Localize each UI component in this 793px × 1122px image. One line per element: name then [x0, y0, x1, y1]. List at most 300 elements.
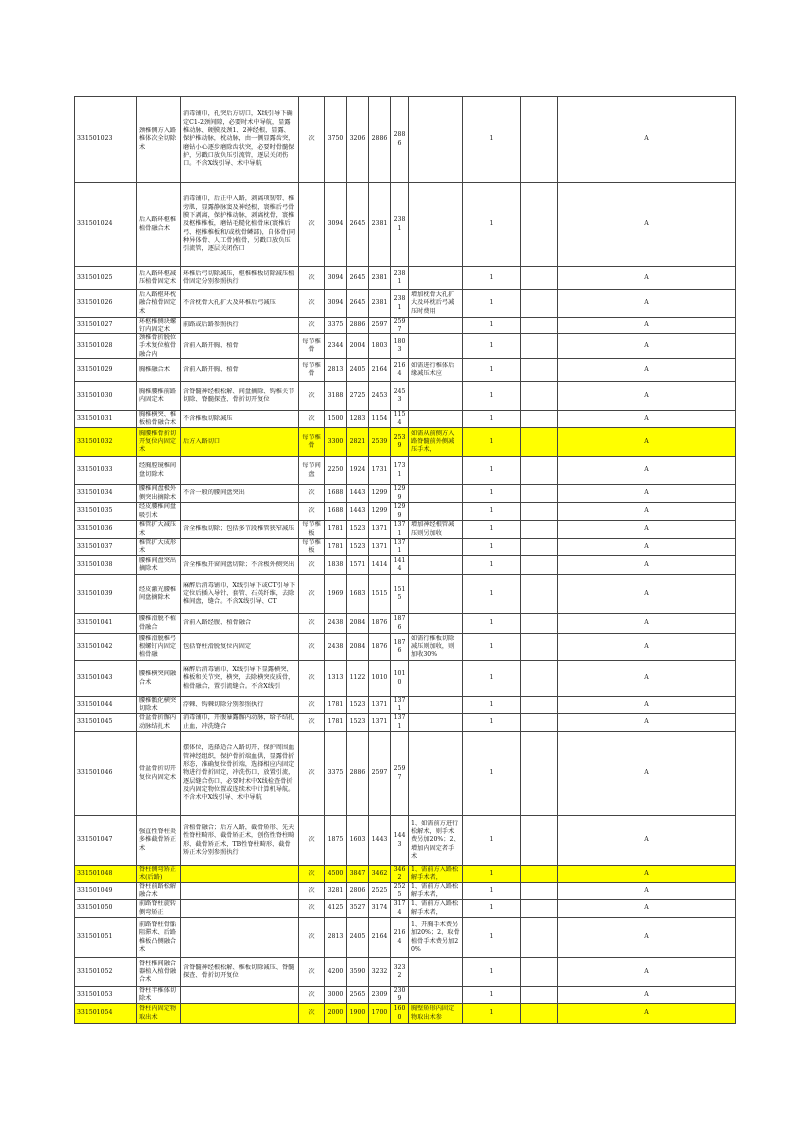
price-level-1-cell: 3094 — [325, 183, 347, 267]
price-level-3-cell: 1371 — [369, 697, 391, 714]
price-level-3-cell: 1299 — [369, 485, 391, 503]
price-level-4-cell: 2381 — [391, 267, 409, 290]
item-code-cell: 331501031 — [75, 411, 137, 428]
price-level-3-cell: 3174 — [369, 900, 391, 918]
category-cell: 1 — [463, 503, 521, 521]
category-cell: 1 — [463, 183, 521, 267]
table-row — [75, 334, 736, 359]
price-level-2-cell: 2645 — [347, 290, 369, 318]
price-level-4-cell: 2886 — [391, 97, 409, 183]
note-cell — [409, 382, 463, 411]
price-level-3-cell: 2381 — [369, 290, 391, 318]
item-name-cell: 腰椎骶化横突切除术 — [137, 697, 181, 714]
category-cell: 1 — [463, 958, 521, 987]
item-content-cell: 不含枕骨大孔扩大及环椎后弓减压 — [181, 290, 299, 318]
price-level-4-cell: 2164 — [391, 918, 409, 958]
grade-cell: A — [558, 661, 736, 697]
blank-cell — [521, 816, 558, 866]
unit-cell: 次 — [299, 556, 325, 575]
grade-cell: A — [558, 556, 736, 575]
item-code-cell: 331501042 — [75, 634, 137, 661]
blank-cell — [521, 183, 558, 267]
table-row — [75, 539, 736, 556]
blank-cell — [521, 918, 558, 958]
blank-cell — [521, 318, 558, 334]
category-cell: 1 — [463, 359, 521, 382]
price-level-1-cell: 3375 — [325, 732, 347, 816]
item-name-cell: 经皮腰椎间盘吸引术 — [137, 503, 181, 521]
note-cell — [409, 958, 463, 987]
blank-cell — [521, 697, 558, 714]
table-row — [75, 521, 736, 539]
item-name-cell: 胸椎融合术 — [137, 359, 181, 382]
price-level-2-cell: 2405 — [347, 359, 369, 382]
grade-cell: A — [558, 359, 736, 382]
price-level-1-cell: 3281 — [325, 883, 347, 900]
blank-cell — [521, 359, 558, 382]
note-cell: 1、需前方入路松解手术者， — [409, 900, 463, 918]
item-name-cell: 后入路环枢椎植骨融合术 — [137, 183, 181, 267]
blank-cell — [521, 428, 558, 457]
price-level-4-cell: 1010 — [391, 661, 409, 697]
price-level-4-cell: 1515 — [391, 575, 409, 614]
item-name-cell: 脊柱半椎体切除术 — [137, 987, 181, 1004]
table-row — [75, 697, 736, 714]
price-level-3-cell: 2597 — [369, 318, 391, 334]
unit-cell: 次 — [299, 714, 325, 732]
note-cell — [409, 614, 463, 634]
category-cell: 1 — [463, 290, 521, 318]
unit-cell: 次 — [299, 866, 325, 883]
category-cell: 1 — [463, 634, 521, 661]
note-cell: 如需进行椎体后缘减压术应 — [409, 359, 463, 382]
blank-cell — [521, 732, 558, 816]
item-content-cell: 环椎后弓切除减压，枢椎椎板切除减压植骨固定分别参照执行 — [181, 267, 299, 290]
note-cell: 如需行椎板切除减压则加收，则加收30% — [409, 634, 463, 661]
item-name-cell: 腰椎间盘突出摘除术 — [137, 556, 181, 575]
table-row — [75, 816, 736, 866]
item-content-cell — [181, 883, 299, 900]
price-level-4-cell: 3174 — [391, 900, 409, 918]
blank-cell — [521, 485, 558, 503]
price-level-2-cell: 2806 — [347, 883, 369, 900]
item-content-cell: 含植骨融合；后方入路，截骨矫形、先天性脊柱畸形、截骨矫正术，创伤性脊柱畸形、截骨矫正术，TB性脊柱畸形、截骨矫正术分别参照执行 — [181, 816, 299, 866]
price-level-2-cell: 2405 — [347, 918, 369, 958]
note-cell — [409, 267, 463, 290]
price-level-1-cell: 1781 — [325, 697, 347, 714]
grade-cell: A — [558, 918, 736, 958]
blank-cell — [521, 958, 558, 987]
blank-cell — [521, 883, 558, 900]
grade-cell: A — [558, 503, 736, 521]
note-cell — [409, 318, 463, 334]
unit-cell: 次 — [299, 503, 325, 521]
price-level-1-cell: 3375 — [325, 318, 347, 334]
category-cell: 1 — [463, 318, 521, 334]
price-level-3-cell: 1700 — [369, 1004, 391, 1024]
price-level-1-cell: 3000 — [325, 987, 347, 1004]
blank-cell — [521, 290, 558, 318]
blank-cell — [521, 411, 558, 428]
category-cell: 1 — [463, 697, 521, 714]
item-name-cell: 脊柱前路松解融合术 — [137, 883, 181, 900]
category-cell: 1 — [463, 428, 521, 457]
note-cell — [409, 485, 463, 503]
price-level-4-cell: 3232 — [391, 958, 409, 987]
item-content-cell: 含前入路开胸、植骨 — [181, 334, 299, 359]
unit-cell: 次 — [299, 290, 325, 318]
price-level-2-cell: 2886 — [347, 732, 369, 816]
item-content-cell: 前路或后路参照执行 — [181, 318, 299, 334]
grade-cell: A — [558, 575, 736, 614]
table-row — [75, 556, 736, 575]
table-row — [75, 290, 736, 318]
item-content-cell: 含前入路开胸、植骨 — [181, 359, 299, 382]
price-level-3-cell: 2525 — [369, 883, 391, 900]
price-level-4-cell: 1371 — [391, 521, 409, 539]
price-level-1-cell: 2813 — [325, 359, 347, 382]
item-code-cell: 331501039 — [75, 575, 137, 614]
item-code-cell: 331501037 — [75, 539, 137, 556]
table-row — [75, 987, 736, 1004]
item-content-cell — [181, 866, 299, 883]
table-row — [75, 634, 736, 661]
category-cell: 1 — [463, 539, 521, 556]
table-row — [75, 382, 736, 411]
price-level-3-cell: 2164 — [369, 359, 391, 382]
table-row — [75, 714, 736, 732]
price-level-2-cell: 2645 — [347, 183, 369, 267]
item-content-cell: 含脊髓神经根松解、椎板切除减压、脊髓探查、骨折切开复位 — [181, 958, 299, 987]
note-cell — [409, 661, 463, 697]
price-level-2-cell: 2084 — [347, 614, 369, 634]
price-level-1-cell: 2344 — [325, 334, 347, 359]
grade-cell: A — [558, 816, 736, 866]
grade-cell: A — [558, 614, 736, 634]
price-level-2-cell: 1900 — [347, 1004, 369, 1024]
price-level-2-cell: 3206 — [347, 97, 369, 183]
category-cell: 1 — [463, 521, 521, 539]
grade-cell: A — [558, 866, 736, 883]
category-cell: 1 — [463, 816, 521, 866]
price-level-1-cell: 3300 — [325, 428, 347, 457]
table-row — [75, 485, 736, 503]
item-name-cell: 颈椎骨折脱位手术复位植骨融合内 — [137, 334, 181, 359]
price-level-1-cell: 3188 — [325, 382, 347, 411]
price-level-3-cell: 1154 — [369, 411, 391, 428]
blank-cell — [521, 614, 558, 634]
item-name-cell: 骨盆骨折切开复位内固定术 — [137, 732, 181, 816]
blank-cell — [521, 267, 558, 290]
grade-cell: A — [558, 457, 736, 485]
item-content-cell: 不含一般的腰间盘突出 — [181, 485, 299, 503]
item-code-cell: 331501029 — [75, 359, 137, 382]
price-level-2-cell: 3590 — [347, 958, 369, 987]
price-level-1-cell: 2438 — [325, 614, 347, 634]
price-level-3-cell: 2381 — [369, 267, 391, 290]
item-code-cell: 331501034 — [75, 485, 137, 503]
item-content-cell: 麻醉后消毒铺巾，X线引导下或CT引导下定位后插入导针、套管、石英纤维，去除椎间盘，缝合。不含X线引导、CT — [181, 575, 299, 614]
price-level-1-cell: 3094 — [325, 267, 347, 290]
category-cell: 1 — [463, 334, 521, 359]
price-level-1-cell: 2438 — [325, 634, 347, 661]
price-level-3-cell: 1010 — [369, 661, 391, 697]
item-name-cell: 胸椎腰椎前路内固定术 — [137, 382, 181, 411]
table-row — [75, 661, 736, 697]
item-name-cell: 腰椎间盘极外侧突出摘除术 — [137, 485, 181, 503]
price-level-1-cell: 1781 — [325, 521, 347, 539]
item-name-cell: 前路脊柱骨骺阻滞术、后路椎板凸侧融合术 — [137, 918, 181, 958]
item-code-cell: 331501052 — [75, 958, 137, 987]
unit-cell: 次 — [299, 987, 325, 1004]
item-name-cell: 经胸腔镜椎间盘切除术 — [137, 457, 181, 485]
grade-cell: A — [558, 485, 736, 503]
note-cell — [409, 714, 463, 732]
category-cell: 1 — [463, 575, 521, 614]
unit-cell: 次 — [299, 485, 325, 503]
price-level-4-cell: 2525 — [391, 883, 409, 900]
item-content-cell — [181, 539, 299, 556]
note-cell — [409, 503, 463, 521]
unit-cell: 次 — [299, 900, 325, 918]
unit-cell: 次 — [299, 732, 325, 816]
item-name-cell: 环枢椎侧块螺钉内固定术 — [137, 318, 181, 334]
note-cell — [409, 539, 463, 556]
table-row — [75, 503, 736, 521]
price-level-1-cell: 1688 — [325, 503, 347, 521]
item-name-cell: 后入路环枢减压植骨固定术 — [137, 267, 181, 290]
unit-cell: 次 — [299, 382, 325, 411]
grade-cell: A — [558, 732, 736, 816]
table-row — [75, 318, 736, 334]
price-level-4-cell: 2539 — [391, 428, 409, 457]
table-row — [75, 97, 736, 183]
blank-cell — [521, 987, 558, 1004]
item-content-cell: 消毒铺巾，开腹暴露髂内动脉，给予结扎止血，冲洗缝合 — [181, 714, 299, 732]
table-row — [75, 428, 736, 457]
price-level-3-cell: 1299 — [369, 503, 391, 521]
price-level-2-cell: 2886 — [347, 318, 369, 334]
item-code-cell: 331501041 — [75, 614, 137, 634]
note-cell: 如需从前侧方入路脊髓前外侧减压手术， — [409, 428, 463, 457]
price-level-4-cell: 2381 — [391, 183, 409, 267]
price-level-1-cell: 2813 — [325, 918, 347, 958]
category-cell: 1 — [463, 267, 521, 290]
item-name-cell: 骨盆骨折髂内动脉结扎术 — [137, 714, 181, 732]
item-code-cell: 331501023 — [75, 97, 137, 183]
price-level-4-cell: 1371 — [391, 539, 409, 556]
table-body — [75, 97, 736, 1024]
item-code-cell: 331501047 — [75, 816, 137, 866]
price-level-1-cell: 1969 — [325, 575, 347, 614]
unit-cell: 次 — [299, 267, 325, 290]
item-code-cell: 331501046 — [75, 732, 137, 816]
note-cell: 胸壁矫形内固定物取出术参 — [409, 1004, 463, 1024]
category-cell: 1 — [463, 1004, 521, 1024]
item-code-cell: 331501028 — [75, 334, 137, 359]
item-content-cell: 消毒铺巾，孔突后方切口，X线引导下确定C1-2颈间隙，必要时术中导航，显露椎动脉、硬膜及颈1、2神经根，显露、保护椎动脉，枕动脉，由一侧显露齿突，磨钻小心逐步磨除齿状突，必要时骨髓保护，另戳口放负压引流管，逐层关闭伤口。不含X线引导、术中导航 — [181, 97, 299, 183]
item-name-cell: 胸椎横突、椎板植骨融合术 — [137, 411, 181, 428]
unit-cell: 次 — [299, 661, 325, 697]
table-row — [75, 411, 736, 428]
category-cell: 1 — [463, 411, 521, 428]
blank-cell — [521, 866, 558, 883]
price-level-3-cell: 1414 — [369, 556, 391, 575]
price-level-4-cell: 1876 — [391, 634, 409, 661]
price-level-1-cell: 4200 — [325, 958, 347, 987]
price-level-2-cell: 2565 — [347, 987, 369, 1004]
price-level-4-cell: 1600 — [391, 1004, 409, 1024]
grade-cell: A — [558, 883, 736, 900]
item-content-cell: 摆体位，选择适合入路切开，保护周围血管神经组织，保护骨折端血供，显露骨折形态，准确复位骨折端，选择相应内固定物进行骨折固定，冲洗伤口，放置引流，逐层缝合伤口，必要时术中X线检查骨折及内固定物位置或连续术中计算机导航。不含术中X线引导、术中导航 — [181, 732, 299, 816]
category-cell: 1 — [463, 556, 521, 575]
blank-cell — [521, 634, 558, 661]
item-code-cell: 331501038 — [75, 556, 137, 575]
category-cell: 1 — [463, 918, 521, 958]
item-content-cell — [181, 457, 299, 485]
unit-cell: 次 — [299, 958, 325, 987]
item-content-cell — [181, 503, 299, 521]
price-level-3-cell: 1443 — [369, 816, 391, 866]
item-code-cell: 331501036 — [75, 521, 137, 539]
price-level-1-cell: 1500 — [325, 411, 347, 428]
item-code-cell: 331501032 — [75, 428, 137, 457]
blank-cell — [521, 539, 558, 556]
price-level-2-cell: 1523 — [347, 539, 369, 556]
item-content-cell: 消毒铺巾，后正中入路，剥离项韧带、椎旁肌，显露静脉窦及神经根，寰椎后弓骨膜下剥离，保护椎动脉，剥离枕骨，寰椎及枢椎椎板，磨钻毛糙化植骨床(寰椎后弓、枢椎椎板和/或枕骨鳞部)，自体骨(同种异体骨、人工骨)植骨，另戳口放负压引流管，逐层关闭伤口 — [181, 183, 299, 267]
unit-cell: 次 — [299, 883, 325, 900]
item-code-cell: 331501030 — [75, 382, 137, 411]
price-level-2-cell: 1122 — [347, 661, 369, 697]
item-code-cell: 331501049 — [75, 883, 137, 900]
unit-cell: 每节椎板 — [299, 539, 325, 556]
note-cell — [409, 183, 463, 267]
price-level-3-cell: 1371 — [369, 521, 391, 539]
price-level-3-cell: 2309 — [369, 987, 391, 1004]
grade-cell: A — [558, 428, 736, 457]
note-cell: 1、如需前方进行松解术，则手术费另加20%；2、增加内固定者手术 — [409, 816, 463, 866]
table-row — [75, 267, 736, 290]
item-content-cell: 包括脊柱滑脱复位内固定 — [181, 634, 299, 661]
item-name-cell: 后入路枢环枕融合植骨固定术 — [137, 290, 181, 318]
note-cell — [409, 732, 463, 816]
price-level-2-cell: 1523 — [347, 697, 369, 714]
price-level-1-cell: 1781 — [325, 539, 347, 556]
table-row — [75, 883, 736, 900]
table-row — [75, 866, 736, 883]
price-level-4-cell: 1731 — [391, 457, 409, 485]
price-level-4-cell: 1371 — [391, 714, 409, 732]
fee-schedule-table — [74, 96, 736, 1024]
price-level-3-cell: 1731 — [369, 457, 391, 485]
note-cell: 1、需前方入路松解手术者， — [409, 866, 463, 883]
price-level-3-cell: 2164 — [369, 918, 391, 958]
blank-cell — [521, 521, 558, 539]
price-level-2-cell: 1571 — [347, 556, 369, 575]
item-content-cell: 含脊髓神经根松解、间盘摘除、钩椎关节切除、脊髓探查、骨折切开复位 — [181, 382, 299, 411]
item-content-cell — [181, 918, 299, 958]
price-level-2-cell: 2645 — [347, 267, 369, 290]
note-cell — [409, 556, 463, 575]
unit-cell: 次 — [299, 1004, 325, 1024]
note-cell — [409, 97, 463, 183]
price-level-3-cell: 1515 — [369, 575, 391, 614]
unit-cell: 次 — [299, 918, 325, 958]
item-code-cell: 331501048 — [75, 866, 137, 883]
item-content-cell: 含前入路经腹、植骨融合 — [181, 614, 299, 634]
price-level-2-cell: 1683 — [347, 575, 369, 614]
price-level-1-cell: 1875 — [325, 816, 347, 866]
item-code-cell: 331501026 — [75, 290, 137, 318]
table-row — [75, 359, 736, 382]
item-content-cell: 含全椎板开窗间盘切除；不含极外侧突出 — [181, 556, 299, 575]
note-cell: 增加枕骨大孔扩大及环枕后弓减压时费用 — [409, 290, 463, 318]
price-level-2-cell: 1603 — [347, 816, 369, 866]
item-code-cell: 331501033 — [75, 457, 137, 485]
grade-cell: A — [558, 634, 736, 661]
price-level-4-cell: 1876 — [391, 614, 409, 634]
item-content-cell: 浮棘、钩棘切除分别参照执行 — [181, 697, 299, 714]
item-code-cell: 331501035 — [75, 503, 137, 521]
price-level-4-cell: 1443 — [391, 816, 409, 866]
unit-cell: 次 — [299, 697, 325, 714]
blank-cell — [521, 334, 558, 359]
price-level-4-cell: 2597 — [391, 318, 409, 334]
note-cell — [409, 575, 463, 614]
item-name-cell: 腰椎滑脱不植骨融合 — [137, 614, 181, 634]
price-level-4-cell: 2453 — [391, 382, 409, 411]
price-level-1-cell: 1838 — [325, 556, 347, 575]
grade-cell: A — [558, 318, 736, 334]
price-level-3-cell: 2886 — [369, 97, 391, 183]
grade-cell: A — [558, 183, 736, 267]
grade-cell: A — [558, 900, 736, 918]
price-level-1-cell: 3750 — [325, 97, 347, 183]
unit-cell: 每节椎骨 — [299, 359, 325, 382]
table-row — [75, 900, 736, 918]
grade-cell: A — [558, 521, 736, 539]
category-cell: 1 — [463, 987, 521, 1004]
item-content-cell: 含全椎板切除；包括多节段椎管狭窄减压 — [181, 521, 299, 539]
unit-cell: 次 — [299, 575, 325, 614]
price-level-1-cell: 4125 — [325, 900, 347, 918]
price-level-3-cell: 1371 — [369, 539, 391, 556]
note-cell: 1、开胸手术费另加20%；2、取骨植骨手术费另加20% — [409, 918, 463, 958]
price-level-4-cell: 1299 — [391, 485, 409, 503]
item-code-cell: 331501044 — [75, 697, 137, 714]
unit-cell: 次 — [299, 183, 325, 267]
item-code-cell: 331501024 — [75, 183, 137, 267]
price-level-4-cell: 1803 — [391, 334, 409, 359]
unit-cell: 次 — [299, 816, 325, 866]
item-content-cell — [181, 1004, 299, 1024]
price-level-4-cell: 1371 — [391, 697, 409, 714]
category-cell: 1 — [463, 614, 521, 634]
item-name-cell: 胸腰椎骨折切开复位内固定术 — [137, 428, 181, 457]
unit-cell: 次 — [299, 614, 325, 634]
price-level-1-cell: 2250 — [325, 457, 347, 485]
note-cell: 增加神经根管减压则另加收 — [409, 521, 463, 539]
note-cell — [409, 697, 463, 714]
item-name-cell: 颈椎侧方入路椎体次全切除术 — [137, 97, 181, 183]
category-cell: 1 — [463, 900, 521, 918]
note-cell — [409, 411, 463, 428]
item-name-cell: 经皮激光腰椎间盘摘除术 — [137, 575, 181, 614]
grade-cell: A — [558, 97, 736, 183]
item-content-cell — [181, 987, 299, 1004]
item-name-cell: 强直性脊柱炎多椎截骨矫正术 — [137, 816, 181, 866]
category-cell: 1 — [463, 866, 521, 883]
